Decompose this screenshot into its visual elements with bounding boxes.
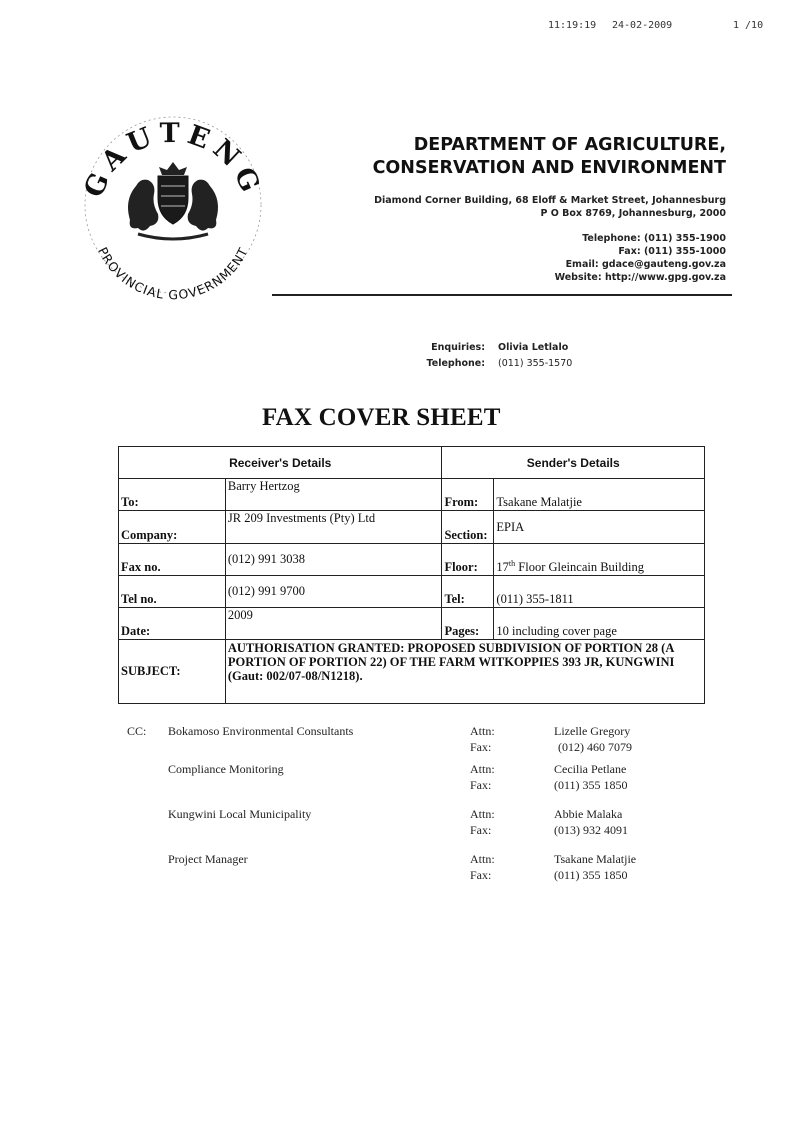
subject-text: AUTHORISATION GRANTED: PROPOSED SUBDIVISION OF PORTION 28 (A PORTION OF PORTION 22) OF THE FARM WITKOPPIES 393 JR, KUNGWINI (Gaut: 002/07-08/N1218). <box>225 640 704 704</box>
subject-label: SUBJECT: <box>119 640 226 704</box>
department-fax: Fax: (011) 355-1000 <box>618 246 726 257</box>
section-label: Section: <box>442 511 494 544</box>
department-heading <box>300 134 726 180</box>
floor-label: Floor: <box>442 544 494 576</box>
cc-attn-name: Tsakane Malatjie <box>554 852 637 866</box>
floor-building: Floor Gleincain Building <box>515 560 644 574</box>
floor-number: 17 <box>496 560 509 574</box>
table-header-row <box>119 447 705 479</box>
section-value: EPIA <box>494 511 705 544</box>
receiver-details-header: Receiver's Details <box>119 447 442 479</box>
fax-time: 11:19:19 <box>548 20 597 31</box>
cc-list <box>0 724 800 894</box>
subject-row <box>119 640 705 704</box>
sender-details-header: Sender's Details <box>442 447 705 479</box>
table-row <box>119 544 705 576</box>
seal-top-text: GAUTENG <box>78 117 268 202</box>
cc-fax-label: Fax: <box>470 823 492 837</box>
cc-attn-label: Attn: <box>470 852 495 866</box>
pages-value: 10 including cover page <box>494 608 705 640</box>
cc-attn-name: Cecilia Petlane <box>554 762 627 776</box>
table-row <box>119 511 705 544</box>
fax-date: 24-02-2009 <box>612 20 673 31</box>
cc-attn-label: Attn: <box>470 807 495 821</box>
tel-no-value: (012) 991 9700 <box>225 576 442 608</box>
to-value: Barry Hertzog <box>225 479 442 511</box>
cc-fax-number: (013) 932 4091 <box>554 823 628 837</box>
department-email: Email: gdace@gauteng.gov.za <box>565 259 726 270</box>
cc-org: Kungwini Local Municipality <box>168 807 312 821</box>
fax-page-count: 1 /10 <box>733 20 764 31</box>
fax-details-table <box>118 446 705 704</box>
tel-label: Tel: <box>442 576 494 608</box>
enquiries-telephone-value: (011) 355-1570 <box>498 358 573 369</box>
floor-ordinal-suffix: th <box>508 558 516 568</box>
cc-fax-label: Fax: <box>470 778 492 792</box>
department-name-line-2: CONSERVATION AND ENVIRONMENT <box>372 158 726 178</box>
department-name-line-1: DEPARTMENT OF AGRICULTURE, <box>413 135 726 155</box>
table-row <box>119 576 705 608</box>
department-address-street: Diamond Corner Building, 68 Eloff & Market Street, Johannesburg <box>374 195 726 206</box>
from-label: From: <box>442 479 494 511</box>
cc-fax-number: (011) 355 1850 <box>554 778 628 792</box>
enquiries-value: Olivia Letlalo <box>498 342 569 353</box>
fax-no-value: (012) 991 3038 <box>225 544 442 576</box>
date-label: Date: <box>119 608 226 640</box>
table-row <box>119 479 705 511</box>
gauteng-seal-logo <box>78 110 268 300</box>
date-value: 2009 <box>225 608 442 640</box>
floor-value <box>494 544 705 576</box>
pages-label: Pages: <box>442 608 494 640</box>
fax-no-label: Fax no. <box>119 544 226 576</box>
cc-attn-name: Lizelle Gregory <box>554 724 631 738</box>
tel-no-label: Tel no. <box>119 576 226 608</box>
cc-attn-label: Attn: <box>470 762 495 776</box>
cc-attn-name: Abbie Malaka <box>554 807 623 821</box>
department-website: Website: http://www.gpg.gov.za <box>554 272 726 283</box>
cc-fax-label: Fax: <box>470 868 492 882</box>
seal-bottom-text: PROVINCIAL GOVERNMENT <box>95 244 251 300</box>
svg-text:PROVINCIAL GOVERNMENT <box>95 245 251 300</box>
cc-org: Bokamoso Environmental Consultants <box>168 724 354 738</box>
header-divider <box>272 294 732 296</box>
company-value: JR 209 Investments (Pty) Ltd <box>225 511 442 544</box>
cc-org: Compliance Monitoring <box>168 762 284 776</box>
cc-label: CC: <box>127 724 147 738</box>
coat-of-arms-icon <box>128 162 218 239</box>
cc-attn-label: Attn: <box>470 724 495 738</box>
fax-cover-title: FAX COVER SHEET <box>262 404 501 431</box>
to-label: To: <box>119 479 226 511</box>
enquiries-telephone-label: Telephone: <box>426 358 485 369</box>
company-label: Company: <box>119 511 226 544</box>
table-row <box>119 608 705 640</box>
from-value: Tsakane Malatjie <box>494 479 705 511</box>
cc-fax-number: (012) 460 7079 <box>558 740 632 754</box>
cc-org: Project Manager <box>168 852 248 866</box>
cc-fax-number: (011) 355 1850 <box>554 868 628 882</box>
department-telephone: Telephone: (011) 355-1900 <box>582 233 726 244</box>
enquiries-label: Enquiries: <box>431 342 485 353</box>
cc-fax-label: Fax: <box>470 740 492 754</box>
department-address-postal: P O Box 8769, Johannesburg, 2000 <box>540 208 726 219</box>
tel-value: (011) 355-1811 <box>494 576 705 608</box>
